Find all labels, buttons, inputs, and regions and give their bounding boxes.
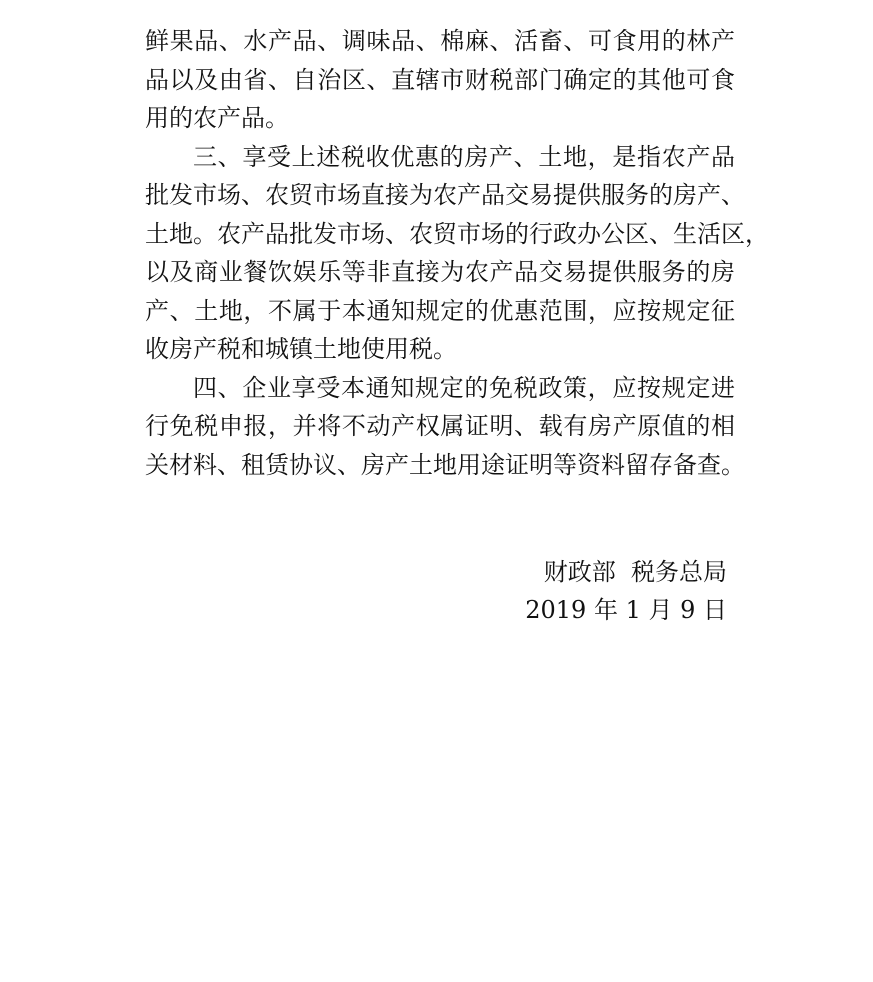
text-line: 鲜果品、水产品、调味品、棉麻、活畜、可食用的林产 (145, 27, 735, 55)
paragraph-continuation (145, 22, 735, 138)
issuer-names: 财政部 税务总局 (543, 558, 727, 586)
text-line: 用的农产品。 (145, 104, 289, 132)
text-line: 关材料、租赁协议、房产土地用途证明等资料留存备查。 (145, 450, 745, 479)
text-line: 产、土地，不属于本通知规定的优惠范围，应按规定征 (145, 296, 735, 325)
text-line: 品以及由省、自治区、直辖市财税部门确定的其他可食 (145, 65, 735, 94)
signature-block (525, 553, 727, 629)
paragraph-four (145, 369, 745, 485)
text-line: 收房产税和城镇土地使用税。 (145, 335, 457, 363)
issue-date: 2019 年 1 月 9 日 (525, 596, 727, 624)
text-line: 以及商业餐饮娱乐等非直接为农产品交易提供服务的房 (145, 258, 735, 286)
text-line: 土地。农产品批发市场、农贸市场的行政办公区、生活区， (145, 219, 769, 248)
document-body (145, 22, 769, 484)
paragraph-three (145, 138, 769, 369)
text-line: 批发市场、农贸市场直接为农产品交易提供服务的房产、 (145, 181, 745, 209)
text-line: 四、企业享受本通知规定的免税政策，应按规定进 (193, 373, 735, 402)
text-line: 三、享受上述税收优惠的房产、土地，是指农产品 (193, 142, 735, 171)
text-line: 行免税申报，并将不动产权属证明、载有房产原值的相 (145, 412, 735, 440)
